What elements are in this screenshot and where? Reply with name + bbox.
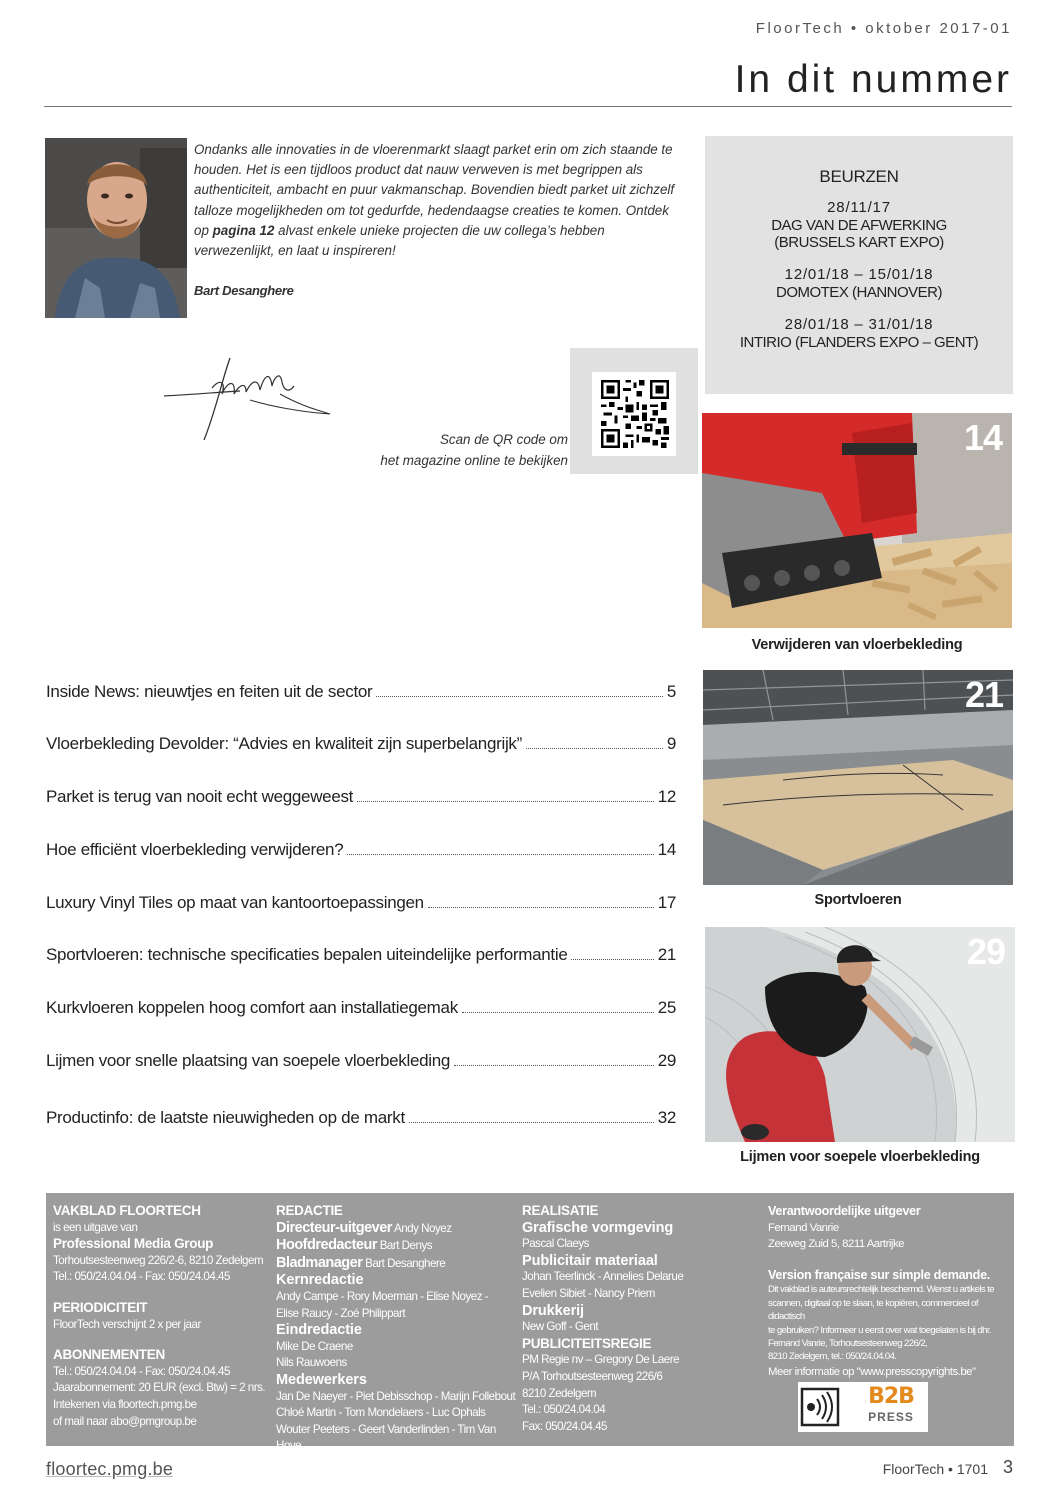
- toc-page: 5: [666, 682, 676, 701]
- toc-leader: [526, 748, 663, 749]
- colophon-column-publisher: VAKBLAD FLOORTECH is een uitgave van Professional Media Group Torhoutsesteenweg 226/2-6, 8210 Zedelgem Tel.: 050/24.04.04 - Fax: 050/24.04.45 PERIODICITEIT FloorTech verschijnt 2 x per jaar ABONNEMENTEN Tel.: 050/24.04.04 - Fax: 050/24.04.45 Jaarabonnement: 20 EUR (excl. Btw) = 2 nrs. Intekenen via floortech.pmg.be of mail naar abo@pmgroup.be: [53, 1203, 266, 1428]
- toc-item[interactable]: [46, 840, 676, 860]
- toc-leader: [571, 959, 653, 960]
- toc-page: 14: [657, 840, 676, 859]
- toc-item[interactable]: [46, 682, 676, 702]
- event-name: INTIRIO (FLANDERS EXPO – GENT): [739, 334, 979, 351]
- event-item: [705, 266, 1013, 301]
- editorial-text: Ondanks alle innovaties in de vloerenmarkt slaagt parket erin om zich staande te houden. Het is een tijdloos product dat nauw verweven is met begrippen als authenticiteit, ambacht en puur vakmanschap. Bovendien biedt parket uit zichzelf talloze mogelijkheden om tot gedurfde, hedendaagse creaties te komen. Ontdek op pagina 12 alvast enkele unieke projecten die uw collega’s hebben verwezenlijkt, en laat u inspireren!: [194, 142, 675, 259]
- toc-leader: [409, 1122, 654, 1123]
- event-name: DOMOTEX (HANNOVER): [775, 284, 942, 301]
- toc-item[interactable]: [46, 1051, 676, 1071]
- feature-page-number: 29: [966, 931, 1005, 972]
- toc-page: 12: [657, 787, 676, 806]
- feature-page-number: 21: [964, 674, 1003, 715]
- event-name: DAG VAN DE AFWERKING: [771, 217, 947, 234]
- colophon-column-production: REALISATIE Grafische vormgeving Pascal Claeys Publicitair materiaal Johan Teerlinck - Annelies Delarue Evelien Sibiet - Nancy Priem Drukkerij New Goff - Gent PUBLICITEITSREGIE PM Regie nv – Gregory De Laere P/A Torhoutsesteenweg 226/6 8210 Zedelgem Tel.: 050/24.04.04 Fax: 050/24.04.45: [522, 1203, 684, 1433]
- toc-title: Productinfo: de laatste nieuwigheden op de markt: [46, 1108, 405, 1127]
- header-divider: [44, 106, 1012, 107]
- feature-caption: Lijmen voor soepele vloerbekleding: [740, 1149, 980, 1165]
- feature-image-sports-floor[interactable]: [703, 670, 1013, 885]
- event-date: 28/01/18 – 31/01/18: [784, 316, 934, 333]
- feature-caption: Verwijderen van vloerbekleding: [751, 637, 963, 653]
- toc-title: Sportvloeren: technische specificaties bepalen uiteindelijke performantie: [46, 945, 568, 964]
- toc-title: Vloerbekleding Devolder: “Advies en kwaliteit zijn superbelangrijk”: [46, 734, 522, 753]
- qr-caption: Scan de QR code om het magazine online te bekijken: [380, 432, 568, 468]
- toc-leader: [376, 696, 662, 697]
- feature-image-floor-removal[interactable]: [702, 413, 1012, 628]
- toc-page: 29: [657, 1051, 676, 1070]
- toc-item[interactable]: [46, 787, 676, 807]
- events-panel: [705, 136, 1013, 394]
- event-date: 12/01/18 – 15/01/18: [784, 266, 934, 283]
- toc-item[interactable]: [46, 998, 676, 1018]
- events-title: BEURZEN: [819, 167, 899, 186]
- website-link[interactable]: floortec.pmg.be: [46, 1459, 174, 1479]
- toc-title: Luxury Vinyl Tiles op maat van kantoortoepassingen: [46, 893, 424, 912]
- toc-page: 21: [657, 945, 676, 964]
- feature-image-adhesive[interactable]: [705, 927, 1015, 1142]
- toc-item[interactable]: [46, 945, 676, 965]
- editor-name: Bart Desanghere: [194, 283, 294, 298]
- press-logos: [798, 1382, 928, 1432]
- toc-item[interactable]: [46, 893, 676, 913]
- toc-title: Lijmen voor snelle plaatsing van soepele vloerbekleding: [46, 1051, 451, 1070]
- toc-title: Parket is terug van nooit echt weggeweest: [46, 787, 354, 806]
- feature-page-number: 14: [963, 417, 1002, 458]
- editor-photo: [45, 138, 187, 318]
- toc-leader: [462, 1012, 654, 1013]
- qr-code[interactable]: [601, 380, 669, 448]
- editor-signature: [160, 350, 340, 450]
- toc-leader: [347, 854, 653, 855]
- publication-label: FloorTech • 1701: [882, 1461, 988, 1477]
- b2b-press-logo-text: B2B: [868, 1384, 914, 1409]
- page-number: 3: [1002, 1457, 1013, 1477]
- colophon-column-responsible: Verantwoordelijke uitgever Fernand Vanrie Zeeweg Zuid 5, 8211 Aartrijke Version française sur simple demande. Dit vakblad is auteursrechtelijk beschermd. Wenst u artikels te scannen, digitaal op te slaan, te kopiëren, commercieel of didactisch te gebruiken? Informeer u eerst over wat toegelaten is bij dhr. Fernand Vanrie, Torhoutsesteenweg 226/2, 8210 Zedelgem, tel.: 050/24.04.04. Meer informatie op "www.presscopyrights.be": [768, 1204, 994, 1378]
- colophon-column-editorial: REDACTIE Directeur-uitgever Andy Noyez Hoofdredacteur Bart Denys Bladmanager Bart Desanghere Kernredactie Andy Campe - Rory Moerman - Elise Noyez - Elise Raucy - Zoé Philippart Eindredactie Mike De Craene Nils Rauwoens Medewerkers Jan De Naeyer - Piet Debisschop - Marijn Follebout Chloé Martin - Tom Mondelaers - Luc Ophals Wouter Peeters - Geert Vanderlinden - Tim Van Hove: [276, 1203, 516, 1453]
- editorial-page-reference: pagina 12: [212, 222, 275, 238]
- event-item: [705, 316, 1013, 351]
- toc-item[interactable]: [46, 1108, 676, 1128]
- toc-title: Kurkvloeren koppelen hoog comfort aan installatiegemak: [46, 998, 458, 1017]
- toc-title: Inside News: nieuwtjes en feiten uit de sector: [46, 682, 373, 701]
- b2b-press-logo-subtext: PRESS: [868, 1410, 914, 1424]
- toc-page: 17: [657, 893, 676, 912]
- toc-page: 9: [666, 734, 676, 753]
- event-name: (BRUSSELS KART EXPO): [774, 234, 944, 251]
- feature-caption: Sportvloeren: [814, 892, 902, 908]
- toc-page: 25: [657, 998, 676, 1017]
- issue-line: FloorTech • oktober 2017-01: [755, 20, 1012, 37]
- toc-title: Hoe efficiënt vloerbekleding verwijderen?: [46, 840, 344, 859]
- page-title: In dit nummer: [734, 58, 1012, 101]
- toc-leader: [428, 907, 654, 908]
- toc-item[interactable]: [46, 734, 676, 754]
- toc-leader: [454, 1065, 654, 1066]
- event-item: [705, 199, 1013, 251]
- toc-page: 32: [657, 1108, 676, 1127]
- colophon: [46, 1193, 1014, 1453]
- event-date: 28/11/17: [827, 199, 891, 216]
- toc-leader: [357, 801, 654, 802]
